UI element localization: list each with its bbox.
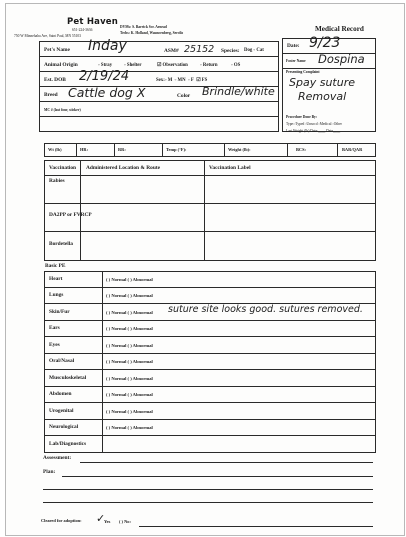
pe-row-lab-diagnostics: Lab/Diagnostics [49, 441, 87, 447]
pe-skin-note[interactable]: suture site looks good. sutures removed. [168, 304, 363, 315]
origin-return-option[interactable]: ▫ Return [200, 63, 218, 68]
pe-eyes-normal-abnormal[interactable]: ( ) Normal ( ) Abnormal [106, 343, 153, 348]
plan-label: Plan: [43, 469, 56, 475]
assessment-line[interactable] [80, 462, 373, 463]
basic-pe-table [44, 271, 376, 453]
vitals-row [44, 143, 376, 157]
bar-qar-label: BAR/QAR [342, 147, 363, 152]
no-label: ( ) No: [119, 519, 131, 524]
date-value[interactable]: 9/23 [309, 35, 341, 51]
techs-line: Techs: K. Holland, Wauncenberg, Sercilo [120, 31, 184, 35]
pe-row-oral-nasal: Oral/Nasal [49, 358, 75, 364]
pe-row-urogenital: Urogenital [49, 408, 74, 414]
pe-row-ears: Ears [49, 325, 60, 331]
pe-row-lungs: Lungs [49, 292, 64, 298]
pe-row-musculoskeletal: Musculoskeletal [49, 375, 87, 381]
cleared-for-adoption-label: Cleared for adoption: [41, 518, 82, 523]
location-route-col-header: Administered Location & Route [86, 165, 161, 171]
temp-label: Temp (°F): [166, 147, 187, 152]
species-dog-option[interactable]: Dog ▫ Cat [244, 48, 264, 53]
clinic-address: 750 W Minnehaha Ave, Saint Paul, MN 55103 [14, 34, 81, 38]
pe-heart-normal-abnormal[interactable]: ( ) Normal ( ) Abnormal [106, 277, 153, 282]
vaccine-row-bordetella: Bordetella [49, 241, 73, 247]
pe-row-abdomen: Abdomen [49, 391, 72, 397]
breed-label: Breed [44, 92, 58, 98]
asm-label: ASM# [164, 48, 179, 54]
bcs-label: BCS: [296, 147, 307, 152]
vaccination-col-header: Vaccination [49, 165, 77, 171]
clinic-phone: 651-224-3636 [72, 28, 93, 32]
visit-type-options[interactable]: Type:▫Typed ▫Unsocd ▫Medical ▫Other [286, 122, 342, 126]
asm-value[interactable]: 25152 [184, 44, 215, 55]
microchip-label: MC # (last four, sticker) [44, 108, 81, 112]
pe-neurological-normal-abnormal[interactable]: ( ) Normal ( ) Abnormal [106, 425, 153, 430]
cleared-no-line[interactable] [139, 526, 373, 527]
pe-musculoskeletal-normal-abnormal[interactable]: ( ) Normal ( ) Abnormal [106, 376, 153, 381]
yes-checkmark[interactable]: ✓ [96, 512, 106, 525]
breed-value[interactable]: Cattle dog X [68, 85, 146, 100]
complaint-line-2[interactable]: Removal [298, 90, 347, 103]
last-weight-label: Last Weight (lb) Date:____ Date____ [286, 129, 341, 133]
vaccine-row-da2pp: DA2PP or FVRCP [49, 212, 92, 218]
page-title: Medical Record [315, 25, 364, 33]
basic-pe-title: Basic PE [45, 263, 66, 269]
color-value[interactable]: Brindle/white [202, 85, 275, 98]
pe-row-heart: Heart [49, 276, 63, 282]
plan-line-2[interactable] [43, 489, 373, 490]
complaint-line-1[interactable]: Spay suture [289, 76, 355, 89]
pe-lungs-normal-abnormal[interactable]: ( ) Normal ( ) Abnormal [106, 293, 153, 298]
vaccination-label-col-header: Vaccination Label [209, 165, 251, 171]
pe-urogenital-normal-abnormal[interactable]: ( ) Normal ( ) Abnormal [106, 409, 153, 414]
origin-stray-option[interactable]: ▫ Stray [98, 63, 113, 68]
foster-name-label: Foster Name [286, 59, 306, 63]
vaccine-row-rabies: Rabies [49, 178, 65, 184]
sex-options[interactable]: Sex:▫ M ▫ MN ▫ F ☑ FS [156, 78, 208, 83]
pe-row-skin-fur: Skin/Fur [49, 309, 70, 315]
date-label: Date: [287, 43, 300, 49]
species-label: Species: [221, 48, 240, 54]
pe-oral-normal-abnormal[interactable]: ( ) Normal ( ) Abnormal [106, 359, 153, 364]
weight-label: Weight (lb): [228, 147, 251, 152]
dvm-line: DVMs: S. Barrick Scr. Arnead [120, 25, 167, 29]
pe-row-eyes: Eyes [49, 342, 60, 348]
medical-record-page [5, 3, 405, 536]
rr-label: RR: [118, 147, 126, 152]
yes-label: Yes [104, 519, 111, 524]
pets-name-value[interactable]: Inday [88, 38, 127, 54]
pets-name-label: Pet's Name [44, 47, 70, 53]
wt-label: Wt (lb) [48, 147, 62, 152]
assessment-label: Assessment: [43, 455, 72, 461]
pe-row-neurological: Neurological [49, 424, 79, 430]
plan-line-1[interactable] [62, 476, 373, 477]
plan-line-3[interactable] [43, 502, 373, 503]
dob-label: Est. DOB [44, 77, 66, 83]
hr-label: HR: [80, 147, 89, 152]
complaint-label: Presenting Complaint [286, 70, 320, 74]
color-label: Color [177, 93, 191, 99]
pe-ears-normal-abnormal[interactable]: ( ) Normal ( ) Abnormal [106, 326, 153, 331]
foster-name-value[interactable]: Dospina [318, 52, 365, 66]
animal-origin-label: Animal Origin [44, 62, 78, 68]
dob-value[interactable]: 2/19/24 [79, 69, 130, 84]
pe-skin-normal-abnormal[interactable]: ( ) Normal ( ) Abnormal [106, 310, 153, 315]
origin-shelter-option[interactable]: ▫ Shelter [124, 63, 142, 68]
pe-abdomen-normal-abnormal[interactable]: ( ) Normal ( ) Abnormal [106, 392, 153, 397]
origin-os-option[interactable]: ▫ OS [231, 63, 241, 68]
origin-observation-option[interactable]: ☑ Observation [157, 63, 188, 68]
procedure-done-label: Procedure Done By: [286, 115, 318, 119]
pet-haven-logo: Pet Haven [67, 17, 119, 27]
